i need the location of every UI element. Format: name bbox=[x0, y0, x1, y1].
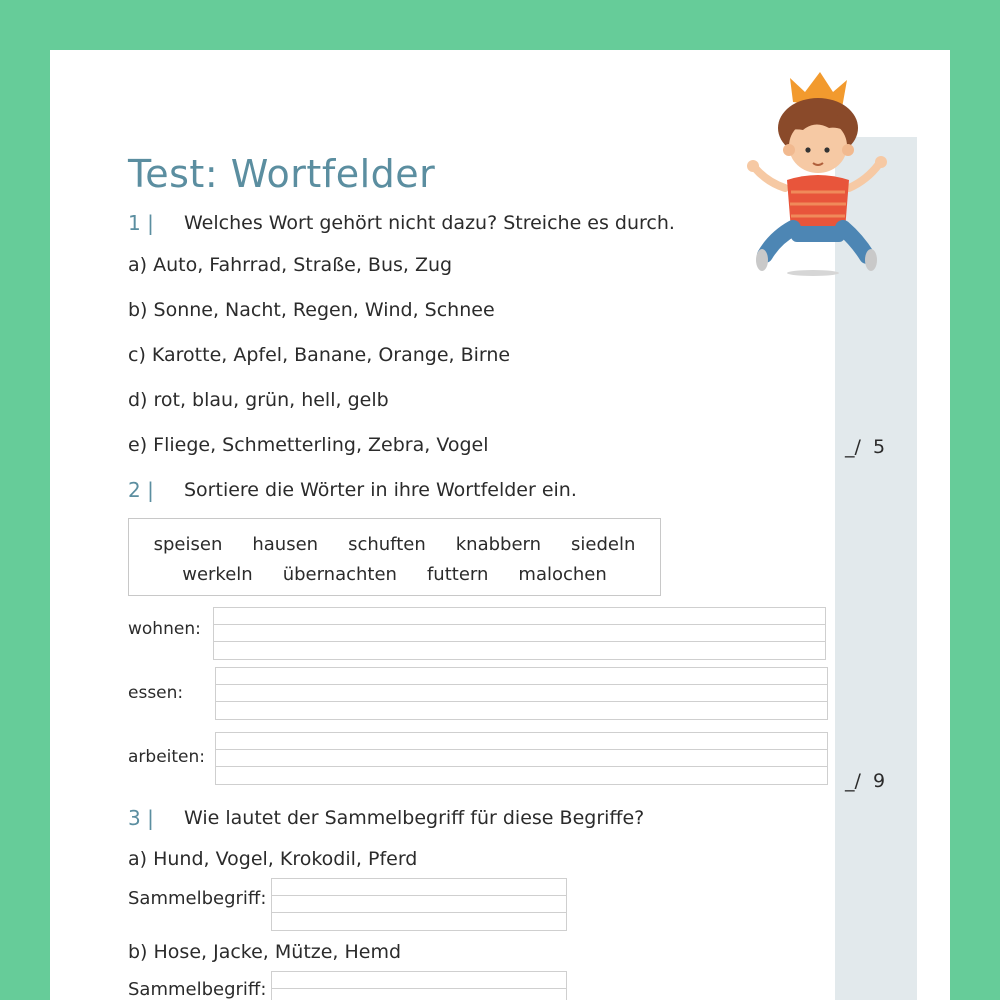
question-2-score: _/ 9 bbox=[845, 770, 886, 792]
jumping-boy-illustration bbox=[745, 70, 890, 280]
answer-lines-sammelbegriff-a[interactable] bbox=[271, 878, 567, 931]
label-wohnen: wohnen: bbox=[128, 619, 201, 639]
answer-lines-essen[interactable] bbox=[215, 667, 828, 720]
word-item: malochen bbox=[518, 564, 607, 585]
question-1-score: _/ 5 bbox=[845, 436, 886, 458]
label-sammelbegriff-b: Sammelbegriff: bbox=[128, 979, 267, 1000]
word-bank-row-1 bbox=[129, 534, 660, 555]
question-3-item-b: b) Hose, Jacke, Mütze, Hemd bbox=[128, 941, 402, 963]
question-2-text: Sortiere die Wörter in ihre Wortfelder ein. bbox=[184, 479, 577, 501]
answer-lines-arbeiten[interactable] bbox=[215, 732, 828, 785]
word-item: hausen bbox=[252, 534, 319, 555]
question-1-item-a: a) Auto, Fahrrad, Straße, Bus, Zug bbox=[128, 254, 453, 276]
answer-lines-sammelbegriff-b[interactable] bbox=[271, 971, 567, 1000]
question-3-number: 3 | bbox=[128, 806, 154, 830]
question-1-text: Welches Wort gehört nicht dazu? Streiche es durch. bbox=[184, 212, 675, 234]
word-item: knabbern bbox=[455, 534, 542, 555]
word-item: speisen bbox=[153, 534, 223, 555]
word-item: futtern bbox=[426, 564, 489, 585]
question-2-number: 2 | bbox=[128, 478, 154, 502]
word-item: übernachten bbox=[282, 564, 397, 585]
word-bank-row-2 bbox=[129, 564, 660, 585]
worksheet-page bbox=[50, 50, 950, 1000]
label-essen: essen: bbox=[128, 683, 184, 703]
answer-lines-wohnen[interactable] bbox=[213, 607, 826, 660]
question-1-item-c: c) Karotte, Apfel, Banane, Orange, Birne bbox=[128, 344, 511, 366]
word-item: schuften bbox=[348, 534, 426, 555]
question-3-item-a: a) Hund, Vogel, Krokodil, Pferd bbox=[128, 848, 418, 870]
question-1-item-b: b) Sonne, Nacht, Regen, Wind, Schnee bbox=[128, 299, 495, 321]
question-3-text: Wie lautet der Sammelbegriff für diese Begriffe? bbox=[184, 807, 645, 829]
question-1-number: 1 | bbox=[128, 211, 154, 235]
word-bank-box bbox=[128, 518, 661, 596]
word-item: siedeln bbox=[571, 534, 636, 555]
question-1-item-e: e) Fliege, Schmetterling, Zebra, Vogel bbox=[128, 434, 489, 456]
page-title: Test: Wortfelder bbox=[128, 152, 436, 196]
label-sammelbegriff-a: Sammelbegriff: bbox=[128, 888, 267, 909]
label-arbeiten: arbeiten: bbox=[128, 747, 206, 767]
word-item: werkeln bbox=[182, 564, 253, 585]
question-1-item-d: d) rot, blau, grün, hell, gelb bbox=[128, 389, 389, 411]
